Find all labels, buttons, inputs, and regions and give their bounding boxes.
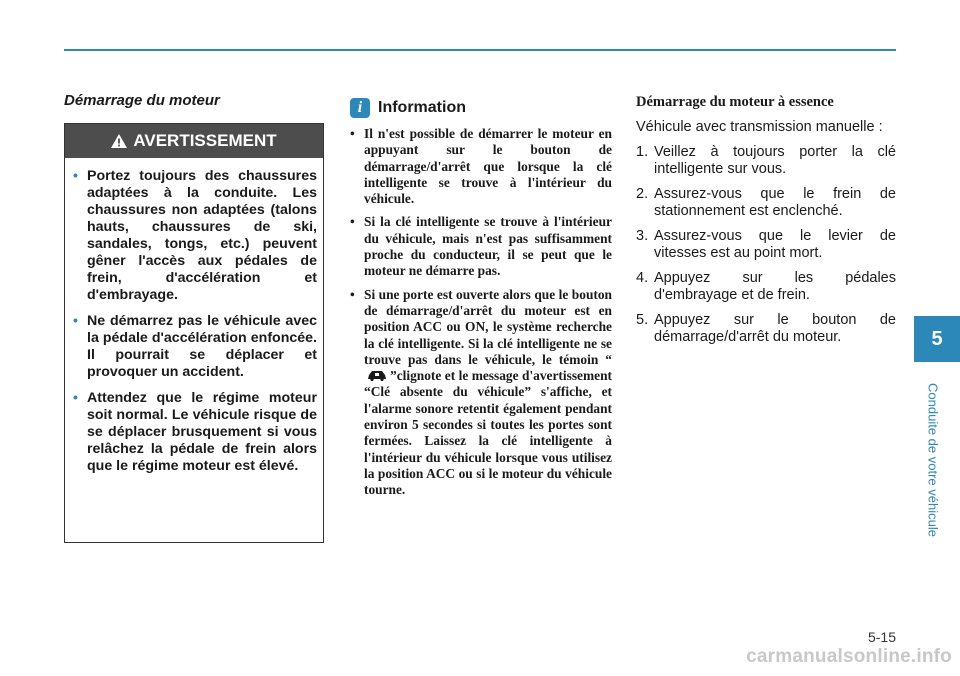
- bullet-icon: •: [73, 313, 78, 329]
- bullet-icon: •: [350, 126, 355, 141]
- warning-item: [73, 390, 317, 475]
- step-item: [636, 228, 896, 262]
- step-number: 4.: [636, 270, 649, 286]
- bullet-icon: •: [350, 214, 355, 230]
- warning-text: Portez toujours des chaussures adaptées à la conduite. Les chaussures non adaptées (talons hauts, chaussures de ski, sandales, tongs, etc.) peuvent gêner l'accès aux pédales de frein, d'accélération et d'embrayage.: [87, 168, 317, 303]
- step-item: [636, 270, 896, 304]
- warning-icon: [111, 134, 127, 148]
- warning-title: AVERTISSEMENT: [133, 131, 277, 150]
- step-number: 2.: [636, 186, 649, 202]
- info-header: [350, 98, 612, 118]
- warning-header: [65, 124, 323, 158]
- info-icon: i: [350, 98, 370, 118]
- step-text: Appuyez sur le bouton de démarrage/d'arrêt du moteur.: [654, 312, 896, 345]
- step-text: Appuyez sur les pédales d'embrayage et de frein.: [654, 270, 896, 303]
- right-column: [636, 90, 896, 354]
- step-text: Assurez-vous que le frein de stationnement est enclenché.: [654, 186, 896, 219]
- smart-key-warning-icon: [366, 369, 388, 381]
- bullet-icon: •: [350, 286, 355, 302]
- info-item: [350, 214, 612, 279]
- step-text: Veillez à toujours porter la clé intelligente sur vous.: [654, 144, 896, 177]
- warning-box: [64, 123, 324, 543]
- subsection-title: Démarrage du moteur à essence: [636, 94, 834, 110]
- step-item: [636, 144, 896, 178]
- step-number: 5.: [636, 312, 649, 328]
- chapter-title: [922, 370, 944, 550]
- page-number: 5-15: [867, 629, 896, 645]
- step-number: 1.: [636, 144, 649, 160]
- left-column: [64, 90, 326, 543]
- warning-text: Attendez que le régime moteur soit normal. Le véhicule risque de se déplacer brusquement si vous relâchez la pédale de frein alors que le régime moteur est élevé.: [87, 390, 317, 474]
- info-text-after: ”clignote et le message d'avertissement “Clé absente du véhicule” s'affiche, et l'alarme sonore retentit également pendant environ 5 secondes si toutes les portes sont fermées. Laissez la clé intelligente à l'intérieur du véhicule lorsque vous utilisez la position ACC ou si le moteur du véhicule tourne.: [364, 368, 612, 498]
- warning-item: [73, 313, 317, 381]
- info-text: Il n'est possible de démarrer le moteur en appuyant sur le bouton de démarrage/d'arrêt que lorsque la clé intelligente se trouve à l'intérieur du véhicule.: [364, 126, 612, 207]
- info-text: Si la clé intelligente se trouve à l'intérieur du véhicule, mais n'est pas suffisamment proche du conducteur, il se peut que le moteur ne démarre pas.: [364, 214, 612, 279]
- intro-text: Véhicule avec transmission manuelle :: [636, 119, 883, 135]
- info-item: [350, 287, 612, 499]
- section-title: Démarrage du moteur: [64, 92, 220, 109]
- step-text: Assurez-vous que le levier de vitesses est au point mort.: [654, 228, 896, 261]
- top-rule: [64, 49, 896, 51]
- chapter-title-text: Conduite de votre véhicule: [925, 383, 941, 537]
- step-item: [636, 312, 896, 346]
- info-text-before: Si une porte est ouverte alors que le bouton de démarrage/d'arrêt du moteur est en position ACC ou ON, le système recherche la clé intelligente. Si la clé intelligente ne se trouve pas dans le véhicule, le témoin “: [364, 286, 612, 367]
- bullet-icon: •: [73, 168, 78, 184]
- warning-item: [73, 168, 317, 304]
- info-item: [350, 126, 612, 207]
- bullet-icon: •: [73, 390, 78, 406]
- chapter-tab[interactable]: 5: [914, 316, 960, 362]
- step-number: 3.: [636, 228, 649, 244]
- warning-body: [65, 158, 323, 475]
- warning-text: Ne démarrez pas le véhicule avec la pédale d'accélération enfoncée. Il pourrait se déplacer et provoquer un accident.: [87, 313, 317, 380]
- info-title: Information: [378, 99, 466, 116]
- watermark: carmanualsonline.info: [746, 646, 952, 667]
- step-item: [636, 186, 896, 220]
- middle-column: [350, 90, 612, 506]
